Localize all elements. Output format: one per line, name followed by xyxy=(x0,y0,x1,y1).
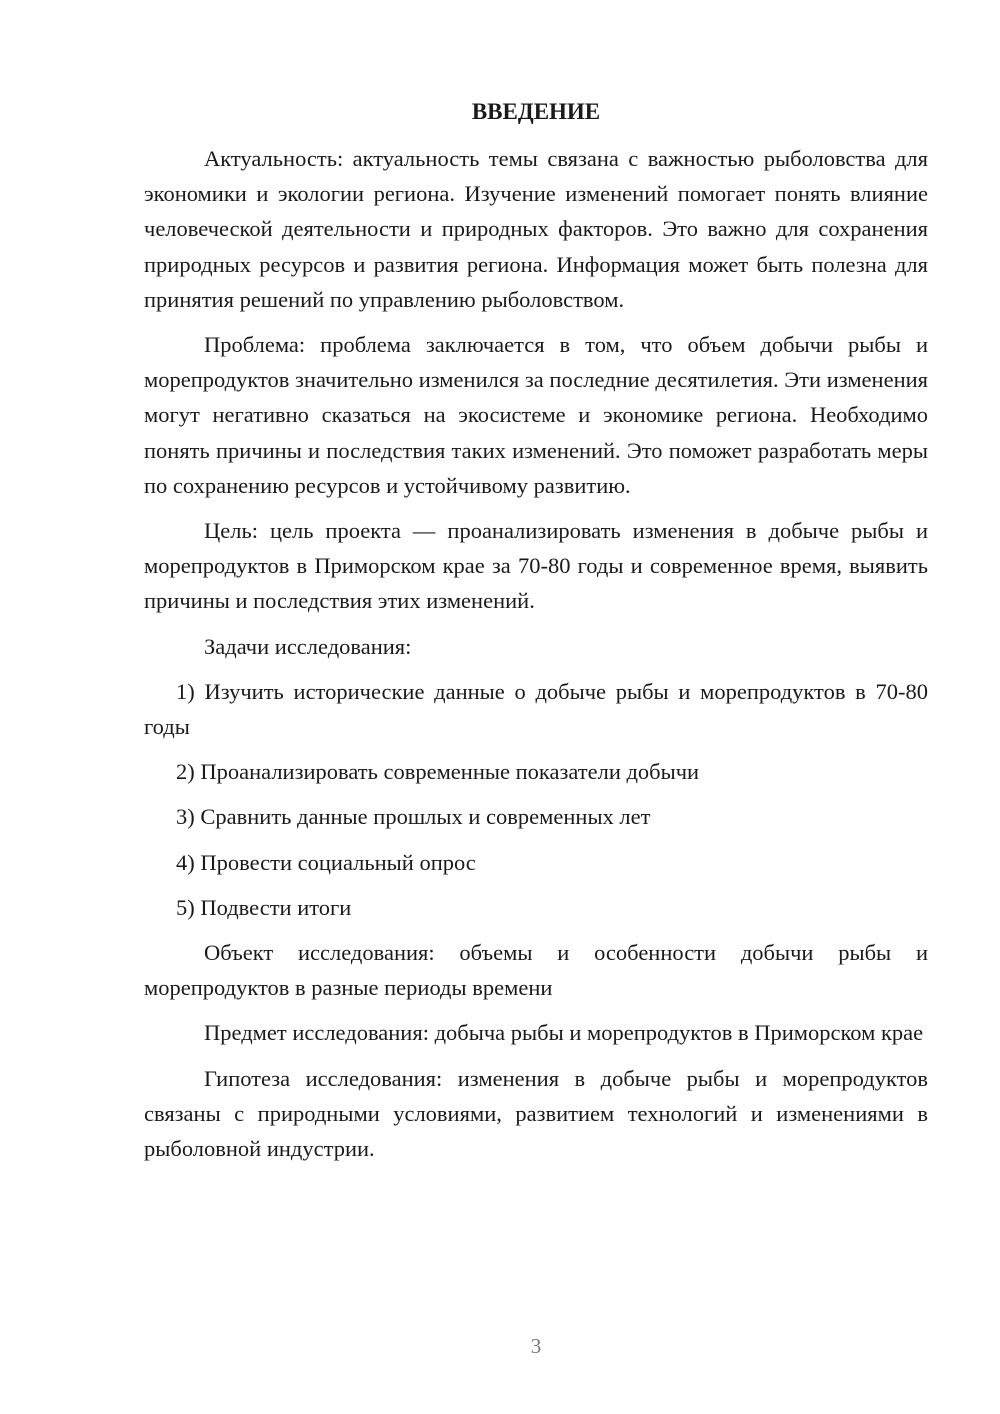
task-item-1: 1) Изучить исторические данные о добыче рыбы и морепродуктов в 70-80 годы xyxy=(144,678,928,740)
goal-paragraph: Цель: цель проекта — проанализировать изменения в добыче рыбы и морепродуктов в Приморском крае за 70-80 годы и современное время, выявить причины и последствия этих изменений. xyxy=(144,518,928,614)
section-title: ВВЕДЕНИЕ xyxy=(471,99,601,124)
research-subject-paragraph: Предмет исследования: добыча рыбы и морепродуктов в Приморском крае xyxy=(204,1020,924,1046)
research-object-paragraph: Объект исследования: объемы и особенности добычи рыбы и морепродуктов в разные периоды времени xyxy=(144,940,928,1001)
tasks-heading: Задачи исследования: xyxy=(204,633,412,659)
task-item-5: 5) Подвести итоги xyxy=(176,894,352,920)
relevance-paragraph: Актуальность: актуальность темы связана с важностью рыболовства для экономики и экологии региона. Изучение изменений помогает понять влияние человеческой деятельности и природных факторов. Это важно для сохранения природных ресурсов и развития региона. Информация может быть полезна для принятия решений по управлению рыболовством. xyxy=(144,146,928,312)
task-item-2: 2) Проанализировать современные показатели добычи xyxy=(176,759,700,785)
research-hypothesis-paragraph: Гипотеза исследования: изменения в добыче рыбы и морепродуктов связаны с природными условиями, развитием технологий и изменениями в рыболовной индустрии. xyxy=(144,1065,928,1162)
problem-paragraph: Проблема: проблема заключается в том, что объем добычи рыбы и морепродуктов значительно изменился за последние десятилетия. Эти изменения могут негативно сказаться на экосистеме и экономике региона. Необходимо понять причины и последствия таких изменений. Это поможет разработать меры по сохранению ресурсов и устойчивому развитию. xyxy=(144,332,928,498)
task-item-3: 3) Сравнить данные прошлых и современных лет xyxy=(176,804,651,830)
page-content xyxy=(144,94,928,1176)
page-number: 3 xyxy=(530,1334,542,1358)
task-item-4: 4) Провести социальный опрос xyxy=(176,849,476,875)
